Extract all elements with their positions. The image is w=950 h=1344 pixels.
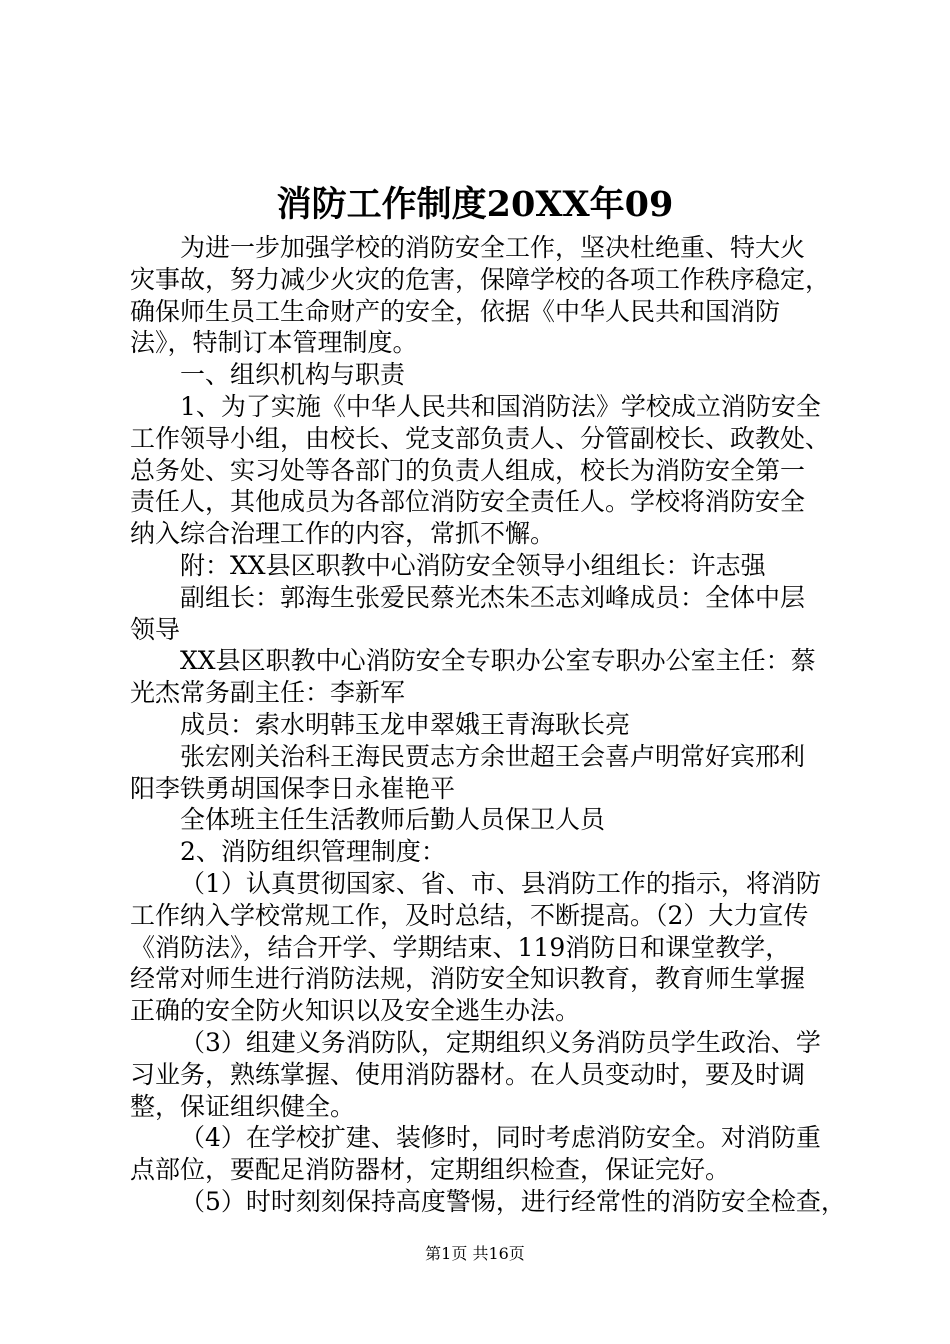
body-line: 附：XX县区职教中心消防安全领导小组组长：许志强	[180, 550, 766, 580]
body-line: 正确的安全防火知识以及安全逃生办法。	[130, 996, 581, 1026]
body-line: （3）组建义务消防队，定期组织义务消防员学生政治、学	[180, 1027, 821, 1057]
body-line: 法》，特制订本管理制度。	[130, 328, 418, 358]
body-line: 副组长：郭海生张爱民蔡光杰朱丕志刘峰成员：全体中层	[180, 582, 806, 612]
section-heading: 2、消防组织管理制度：	[180, 837, 446, 867]
body-line: 经常对师生进行消防法规，消防安全知识教育，教育师生掌握	[130, 964, 806, 994]
body-line: 全体班主任生活教师后勤人员保卫人员	[180, 805, 606, 835]
body-line: 领导	[130, 614, 181, 644]
body-line: 习业务，熟练掌握、使用消防器材。在人员变动时，要及时调	[130, 1059, 806, 1089]
document-body	[130, 232, 846, 1218]
body-line: 成员：索水明韩玉龙申翠娥王青海耿长亮	[180, 709, 631, 739]
document-title: 消防工作制度20XX年09	[276, 184, 674, 225]
body-line: 责任人，其他成员为各部位消防安全责任人。学校将消防安全	[130, 487, 806, 517]
body-line: （4）在学校扩建、装修时，同时考虑消防安全。对消防重	[180, 1123, 821, 1153]
body-line: 纳入综合治理工作的内容，常抓不懈。	[130, 519, 556, 549]
body-line: 灾事故，努力减少火灾的危害，保障学校的各项工作秩序稳定，	[130, 264, 831, 294]
body-line: 1、为了实施《中华人民共和国消防法》学校成立消防安全	[180, 391, 821, 421]
page-number: 第1页 共16页	[425, 1244, 525, 1263]
body-line: 总务处、实习处等各部门的负责人组成，校长为消防安全第一	[130, 455, 806, 485]
body-line: 阳李铁勇胡国保李日永崔艳平	[130, 773, 456, 803]
body-line: 光杰常务副主任：李新军	[130, 678, 406, 708]
body-line: 为进一步加强学校的消防安全工作，坚决杜绝重、特大火	[180, 233, 806, 262]
body-line: 点部位，要配足消防器材，定期组织检查，保证完好。	[130, 1155, 731, 1185]
body-line: （5）时时刻刻保持高度警惕，进行经常性的消防安全检查，	[180, 1186, 846, 1216]
body-line: 张宏刚关治科王海民贾志方余世超王会喜卢明常好宾邢利	[180, 741, 806, 771]
body-line: 《消防法》，结合开学、学期结束、119消防日和课堂教学，	[130, 932, 791, 962]
body-line: （1）认真贯彻国家、省、市、县消防工作的指示，将消防	[180, 868, 821, 898]
body-line: 确保师生员工生命财产的安全，依据《中华人民共和国消防	[130, 296, 781, 326]
section-heading: 一、组织机构与职责	[180, 360, 406, 390]
body-line: 整，保证组织健全。	[130, 1091, 356, 1121]
body-line: 工作纳入学校常规工作，及时总结，不断提高。（2）大力宣传	[130, 900, 809, 930]
body-line: XX县区职教中心消防安全专职办公室专职办公室主任：蔡	[180, 646, 816, 676]
body-line: 工作领导小组，由校长、党支部负责人、分管副校长、政教处、	[130, 423, 831, 453]
